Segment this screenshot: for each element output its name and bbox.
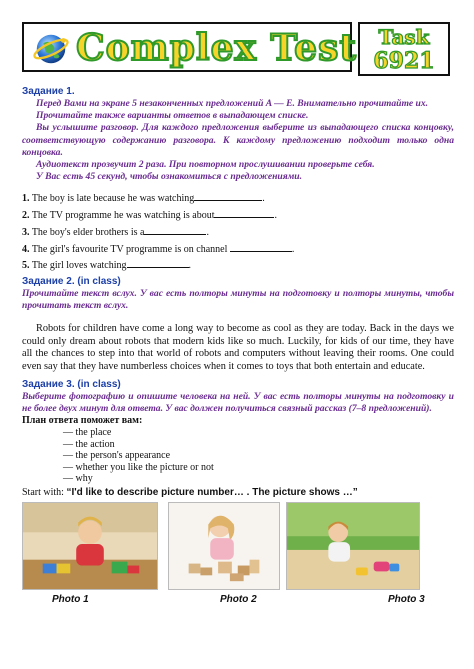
task2-text: Robots for children have come a long way to become as cool as they are today. Back in the days we could only dream about robots that modern kids like so much. Luckily, for kids of our time, they have all the chances to step into that world of robots and computers without leaving their rooms. One could even say that they have numberless choices when it comes to toys that both entertain and educate. xyxy=(22,323,454,372)
task3-section xyxy=(22,379,454,499)
task1-instruction-3: Вы услышите разговор. Для каждого предложения выберите из выпадающего списка концовку, соответствующую содержанию разговора. К каждому предложению подходит только одна концовка. xyxy=(22,122,454,158)
task-label: Task xyxy=(378,25,430,49)
list-item: — why xyxy=(63,473,93,485)
answer-blank[interactable] xyxy=(194,192,262,201)
list-item: 3. The boy's elder brothers is a . xyxy=(22,226,209,238)
task3-title: Задание 3. (in class) xyxy=(22,379,121,390)
photo-1-caption: Photo 1 xyxy=(52,594,89,605)
photo-2[interactable] xyxy=(168,502,280,590)
list-item: — the place xyxy=(63,427,112,439)
list-item: — whether you like the picture or not xyxy=(63,461,214,473)
start-with: Start with: “I'd like to describe picture number… . The picture shows …” xyxy=(22,486,358,498)
task1-instruction-2: Прочитайте также варианты ответов в выпадающем списке. xyxy=(36,110,309,122)
list-item: 5. The girl loves watching . xyxy=(22,260,192,272)
answer-blank[interactable] xyxy=(144,226,206,235)
photo-2-image xyxy=(169,503,279,589)
plan-title: План ответа поможет вам: xyxy=(22,415,143,427)
task1-items xyxy=(22,191,454,275)
list-item: 2. The TV programme he was watching is about . xyxy=(22,210,277,222)
task3-instruction: Выберите фотографию и опишите человека на ней. У вас есть полторы минуты на подготовку и не более двух минут для ответа. У вас должен получиться связный рассказ (7–8 предложений). xyxy=(22,391,454,415)
task2-section xyxy=(22,276,454,373)
photo-1-image xyxy=(23,503,157,589)
task1-instruction-4: Аудиотекст прозвучит 2 раза. При повторном прослушивании проверьте себя. xyxy=(36,159,375,171)
list-item: 4. The girl's favourite TV programme is on channel . xyxy=(22,243,295,255)
list-item: — the person's appearance xyxy=(63,450,171,462)
task2-instruction: Прочитайте текст вслух. У вас есть полторы минуты на подготовку и полторы минуты, чтобы прочитать текст вслух. xyxy=(22,288,454,312)
globe-icon xyxy=(32,30,70,68)
answer-blank[interactable] xyxy=(230,243,292,252)
photo-1[interactable] xyxy=(22,502,158,590)
photo-3-image xyxy=(287,503,419,589)
task-number: 6921 xyxy=(373,48,435,74)
answer-blank[interactable] xyxy=(127,259,189,268)
page-title: Complex Test xyxy=(76,27,357,69)
task1-title: Задание 1. xyxy=(22,86,75,97)
answer-blank[interactable] xyxy=(214,209,274,218)
list-item: — the action xyxy=(63,438,115,450)
header xyxy=(22,22,450,76)
list-item: 1. The boy is late because he was watching . xyxy=(22,193,265,205)
photo-2-caption: Photo 2 xyxy=(220,594,257,605)
task-box xyxy=(358,22,450,76)
plan-list xyxy=(22,427,454,485)
task1-instruction-1: Перед Вами на экране 5 незаконченных предложений A — E. Внимательно прочитайте их. xyxy=(36,98,429,109)
photo-3[interactable] xyxy=(286,502,420,590)
task1-instruction-5: У Вас есть 45 секунд, чтобы ознакомиться с предложениями. xyxy=(36,171,303,183)
photo-3-caption: Photo 3 xyxy=(388,594,425,605)
title-box xyxy=(22,22,357,72)
task1-section xyxy=(22,86,454,275)
task2-title: Задание 2. (in class) xyxy=(22,276,121,287)
